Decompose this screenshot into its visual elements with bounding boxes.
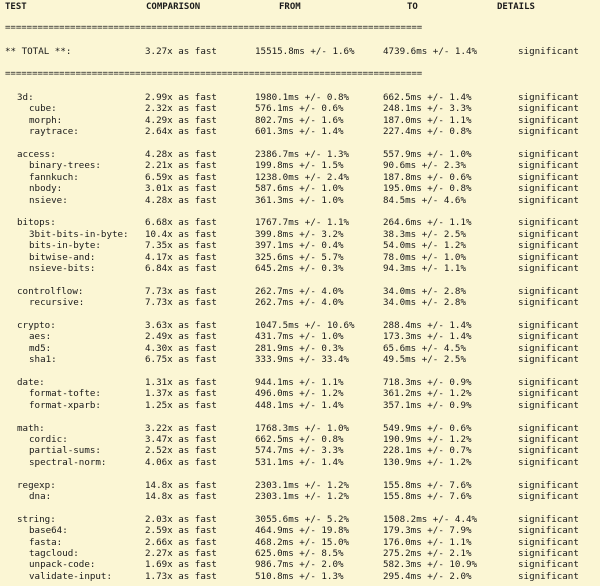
test-name: bitwise-and:: [29, 251, 96, 263]
test-name: nsieve:: [29, 194, 68, 206]
test-row: [0, 343, 600, 354]
details-value: significant: [518, 399, 579, 411]
test-name: validate-input:: [29, 570, 112, 582]
from-value: 574.7ms +/- 3.3%: [255, 445, 344, 457]
from-value: 399.8ms +/- 3.2%: [255, 228, 344, 240]
test-row: [0, 297, 600, 308]
separator-top: =============================================================================: [5, 23, 423, 33]
comparison-value: 7.35x as fast: [145, 240, 217, 252]
to-value: 187.0ms +/- 1.1%: [383, 114, 472, 126]
from-value: 361.3ms +/- 1.0%: [255, 194, 344, 206]
test-name: morph:: [29, 114, 63, 126]
test-name: sha1:: [29, 354, 57, 366]
from-value: 262.7ms +/- 4.0%: [255, 297, 344, 309]
test-row: [0, 115, 600, 126]
test-name: regexp:: [17, 479, 56, 491]
to-value: 582.3ms +/- 10.9%: [383, 559, 478, 571]
to-value: 155.8ms +/- 7.6%: [383, 491, 472, 502]
test-name: date:: [17, 377, 45, 388]
from-value: 802.7ms +/- 1.6%: [255, 114, 344, 126]
comparison-value: 14.8x as fast: [145, 479, 217, 491]
details-value: significant: [518, 536, 579, 548]
to-value: 78.0ms +/- 1.0%: [383, 251, 466, 263]
from-value: 1980.1ms +/- 0.8%: [255, 92, 350, 103]
test-name: 3d:: [17, 92, 34, 103]
test-name: nsieve-bits:: [29, 263, 96, 274]
to-value: 718.3ms +/- 0.9%: [383, 377, 472, 388]
total-from: 15515.8ms +/- 1.6%: [255, 46, 355, 57]
comparison-value: 1.37x as fast: [145, 388, 217, 400]
from-value: 625.0ms +/- 8.5%: [255, 548, 344, 559]
test-name: md5:: [29, 342, 52, 354]
test-name: spectral-norm:: [29, 456, 107, 468]
test-name: bitops:: [17, 217, 56, 229]
test-name: fasta:: [29, 536, 63, 548]
test-row: [0, 172, 600, 183]
from-value: 464.9ms +/- 19.8%: [255, 525, 350, 537]
test-name: binary-trees:: [29, 160, 101, 172]
details-value: significant: [518, 548, 579, 559]
test-name: crypto:: [17, 320, 56, 331]
test-name: aes:: [29, 331, 52, 343]
test-row: [0, 354, 600, 365]
to-value: 176.0ms +/- 1.1%: [383, 536, 472, 548]
comparison-value: 6.59x as fast: [145, 171, 217, 183]
details-value: significant: [518, 251, 579, 263]
details-value: significant: [518, 320, 579, 331]
comparison-value: 3.47x as fast: [145, 434, 217, 445]
test-name: controlflow:: [17, 285, 84, 297]
test-row: [0, 103, 600, 114]
test-name: raytrace:: [29, 126, 79, 138]
comparison-value: 4.17x as fast: [145, 251, 217, 263]
to-value: 288.4ms +/- 1.4%: [383, 320, 472, 331]
from-value: 2303.1ms +/- 1.2%: [255, 479, 350, 491]
from-value: 1238.0ms +/- 2.4%: [255, 171, 350, 183]
details-value: significant: [518, 354, 579, 366]
group-row: [0, 92, 600, 103]
comparison-value: 10.4x as fast: [145, 228, 217, 240]
test-name: math:: [17, 422, 45, 434]
comparison-value: 4.30x as fast: [145, 342, 217, 354]
to-value: 264.6ms +/- 1.1%: [383, 217, 472, 229]
test-row: [0, 240, 600, 251]
to-value: 173.3ms +/- 1.4%: [383, 331, 472, 343]
total-row: [0, 46, 600, 57]
to-value: 34.0ms +/- 2.8%: [383, 297, 466, 309]
test-row: [0, 263, 600, 274]
to-value: 275.2ms +/- 2.1%: [383, 548, 472, 559]
comparison-value: 2.59x as fast: [145, 525, 217, 537]
details-value: significant: [518, 525, 579, 537]
test-name: 3bit-bits-in-byte:: [29, 228, 129, 240]
from-value: 262.7ms +/- 4.0%: [255, 285, 344, 297]
from-value: 448.1ms +/- 1.4%: [255, 399, 344, 411]
from-value: 1768.3ms +/- 1.0%: [255, 422, 350, 434]
from-value: 531.1ms +/- 1.4%: [255, 456, 344, 468]
to-value: 94.3ms +/- 1.1%: [383, 263, 466, 274]
comparison-value: 1.69x as fast: [145, 559, 217, 571]
test-row: [0, 388, 600, 399]
test-row: [0, 252, 600, 263]
from-value: 576.1ms +/- 0.6%: [255, 103, 344, 115]
details-value: significant: [518, 217, 579, 229]
to-value: 130.9ms +/- 1.2%: [383, 456, 472, 468]
test-row: [0, 491, 600, 502]
details-value: significant: [518, 285, 579, 297]
test-row: [0, 571, 600, 582]
comparison-value: 2.49x as fast: [145, 331, 217, 343]
details-value: significant: [518, 171, 579, 183]
comparison-value: 3.01x as fast: [145, 183, 217, 195]
test-name: bits-in-byte:: [29, 240, 101, 252]
header-to: TO: [407, 2, 418, 12]
test-name: format-xparb:: [29, 399, 101, 411]
group-row: [0, 480, 600, 491]
from-value: 944.1ms +/- 1.1%: [255, 377, 344, 388]
from-value: 510.8ms +/- 1.3%: [255, 570, 344, 582]
total-to: 4739.6ms +/- 1.4%: [383, 46, 478, 57]
test-row: [0, 195, 600, 206]
comparison-value: 2.27x as fast: [145, 548, 217, 559]
test-name: partial-sums:: [29, 445, 101, 457]
test-name: string:: [17, 513, 56, 525]
to-value: 155.8ms +/- 7.6%: [383, 479, 472, 491]
test-name: unpack-code:: [29, 559, 96, 571]
to-value: 34.0ms +/- 2.8%: [383, 285, 466, 297]
to-value: 662.5ms +/- 1.4%: [383, 92, 472, 103]
test-row: [0, 126, 600, 137]
details-value: significant: [518, 422, 579, 434]
from-value: 3055.6ms +/- 5.2%: [255, 513, 350, 525]
from-value: 496.0ms +/- 1.2%: [255, 388, 344, 400]
details-value: significant: [518, 126, 579, 138]
test-name: fannkuch:: [29, 171, 79, 183]
test-row: [0, 183, 600, 194]
to-value: 227.4ms +/- 0.8%: [383, 126, 472, 138]
to-value: 179.3ms +/- 7.9%: [383, 525, 472, 537]
from-value: 397.1ms +/- 0.4%: [255, 240, 344, 252]
group-row: [0, 217, 600, 228]
to-value: 195.0ms +/- 0.8%: [383, 183, 472, 195]
from-value: 281.9ms +/- 0.3%: [255, 342, 344, 354]
details-value: significant: [518, 479, 579, 491]
from-value: 2386.7ms +/- 1.3%: [255, 149, 350, 160]
total-comparison: 3.27x as fast: [145, 46, 217, 57]
details-value: significant: [518, 434, 579, 445]
test-name: base64:: [29, 525, 68, 537]
comparison-value: 4.06x as fast: [145, 456, 217, 468]
test-row: [0, 229, 600, 240]
details-value: significant: [518, 149, 579, 160]
to-value: 49.5ms +/- 2.5%: [383, 354, 466, 366]
from-value: 601.3ms +/- 1.4%: [255, 126, 344, 138]
to-value: 38.3ms +/- 2.5%: [383, 228, 466, 240]
comparison-value: 6.84x as fast: [145, 263, 217, 274]
details-value: significant: [518, 160, 579, 172]
test-name: dna:: [29, 491, 52, 502]
total-test: ** TOTAL **:: [5, 46, 72, 57]
to-value: 361.2ms +/- 1.2%: [383, 388, 472, 400]
test-name: cube:: [29, 103, 57, 115]
test-name: recursive:: [29, 297, 85, 309]
test-row: [0, 434, 600, 445]
to-value: 1508.2ms +/- 4.4%: [383, 513, 478, 525]
from-value: 2303.1ms +/- 1.2%: [255, 491, 350, 502]
group-row: [0, 149, 600, 160]
comparison-value: 6.68x as fast: [145, 217, 217, 229]
to-value: 549.9ms +/- 0.6%: [383, 422, 472, 434]
test-row: [0, 559, 600, 570]
comparison-value: 2.03x as fast: [145, 513, 217, 525]
to-value: 90.6ms +/- 2.3%: [383, 160, 466, 172]
comparison-value: 2.32x as fast: [145, 103, 217, 115]
test-row: [0, 457, 600, 468]
details-value: significant: [518, 331, 579, 343]
details-value: significant: [518, 114, 579, 126]
group-row: [0, 377, 600, 388]
details-value: significant: [518, 445, 579, 457]
comparison-value: 2.64x as fast: [145, 126, 217, 138]
test-name: nbody:: [29, 183, 63, 195]
details-value: significant: [518, 388, 579, 400]
test-row: [0, 331, 600, 342]
details-value: significant: [518, 194, 579, 206]
comparison-value: 7.73x as fast: [145, 297, 217, 309]
from-value: 662.5ms +/- 0.8%: [255, 434, 344, 445]
details-value: significant: [518, 103, 579, 115]
test-name: access:: [17, 149, 56, 160]
details-value: significant: [518, 342, 579, 354]
header-test: TEST: [5, 2, 27, 12]
to-value: 295.4ms +/- 2.0%: [383, 570, 472, 582]
from-value: 1047.5ms +/- 10.6%: [255, 320, 355, 331]
test-row: [0, 445, 600, 456]
from-value: 325.6ms +/- 5.7%: [255, 251, 344, 263]
group-row: [0, 286, 600, 297]
details-value: significant: [518, 183, 579, 195]
test-row: [0, 548, 600, 559]
to-value: 190.9ms +/- 1.2%: [383, 434, 472, 445]
test-row: [0, 525, 600, 536]
details-value: significant: [518, 228, 579, 240]
details-value: significant: [518, 559, 579, 571]
header-details: DETAILS: [497, 2, 535, 12]
to-value: 187.8ms +/- 0.6%: [383, 171, 472, 183]
comparison-value: 4.28x as fast: [145, 194, 217, 206]
from-value: 1767.7ms +/- 1.1%: [255, 217, 350, 229]
to-value: 54.0ms +/- 1.2%: [383, 240, 466, 252]
header-comparison: COMPARISON: [146, 2, 201, 12]
group-row: [0, 423, 600, 434]
group-row: [0, 320, 600, 331]
header-from: FROM: [279, 2, 301, 12]
details-value: significant: [518, 456, 579, 468]
test-name: format-tofte:: [29, 388, 101, 400]
comparison-value: 1.73x as fast: [145, 570, 217, 582]
to-value: 228.1ms +/- 0.7%: [383, 445, 472, 457]
details-value: significant: [518, 240, 579, 252]
comparison-value: 1.31x as fast: [145, 377, 217, 388]
comparison-value: 4.28x as fast: [145, 149, 217, 160]
to-value: 557.9ms +/- 1.0%: [383, 149, 472, 160]
test-row: [0, 400, 600, 411]
from-value: 645.2ms +/- 0.3%: [255, 263, 344, 274]
to-value: 248.1ms +/- 3.3%: [383, 103, 472, 115]
comparison-value: 14.8x as fast: [145, 491, 217, 502]
test-name: tagcloud:: [29, 548, 79, 559]
comparison-value: 2.99x as fast: [145, 92, 217, 103]
test-name: cordic:: [29, 434, 68, 445]
to-value: 84.5ms +/- 4.6%: [383, 194, 466, 206]
details-value: significant: [518, 92, 579, 103]
comparison-value: 4.29x as fast: [145, 114, 217, 126]
from-value: 199.8ms +/- 1.5%: [255, 160, 344, 172]
comparison-value: 2.52x as fast: [145, 445, 217, 457]
comparison-value: 6.75x as fast: [145, 354, 217, 366]
comparison-value: 3.22x as fast: [145, 422, 217, 434]
details-value: significant: [518, 297, 579, 309]
details-value: significant: [518, 263, 579, 274]
to-value: 65.6ms +/- 4.5%: [383, 342, 466, 354]
group-row: [0, 514, 600, 525]
from-value: 468.2ms +/- 15.0%: [255, 536, 350, 548]
comparison-value: 2.21x as fast: [145, 160, 217, 172]
test-row: [0, 537, 600, 548]
details-value: significant: [518, 513, 579, 525]
from-value: 333.9ms +/- 33.4%: [255, 354, 350, 366]
from-value: 431.7ms +/- 1.0%: [255, 331, 344, 343]
separator-bottom: =============================================================================: [5, 69, 423, 79]
from-value: 986.7ms +/- 2.0%: [255, 559, 344, 571]
details-value: significant: [518, 491, 579, 502]
details-value: significant: [518, 377, 579, 388]
comparison-value: 7.73x as fast: [145, 285, 217, 297]
from-value: 587.6ms +/- 1.0%: [255, 183, 344, 195]
comparison-value: 3.63x as fast: [145, 320, 217, 331]
comparison-value: 1.25x as fast: [145, 399, 217, 411]
details-value: significant: [518, 570, 579, 582]
test-row: [0, 160, 600, 171]
to-value: 357.1ms +/- 0.9%: [383, 399, 472, 411]
total-details: significant: [518, 46, 579, 57]
comparison-value: 2.66x as fast: [145, 536, 217, 548]
